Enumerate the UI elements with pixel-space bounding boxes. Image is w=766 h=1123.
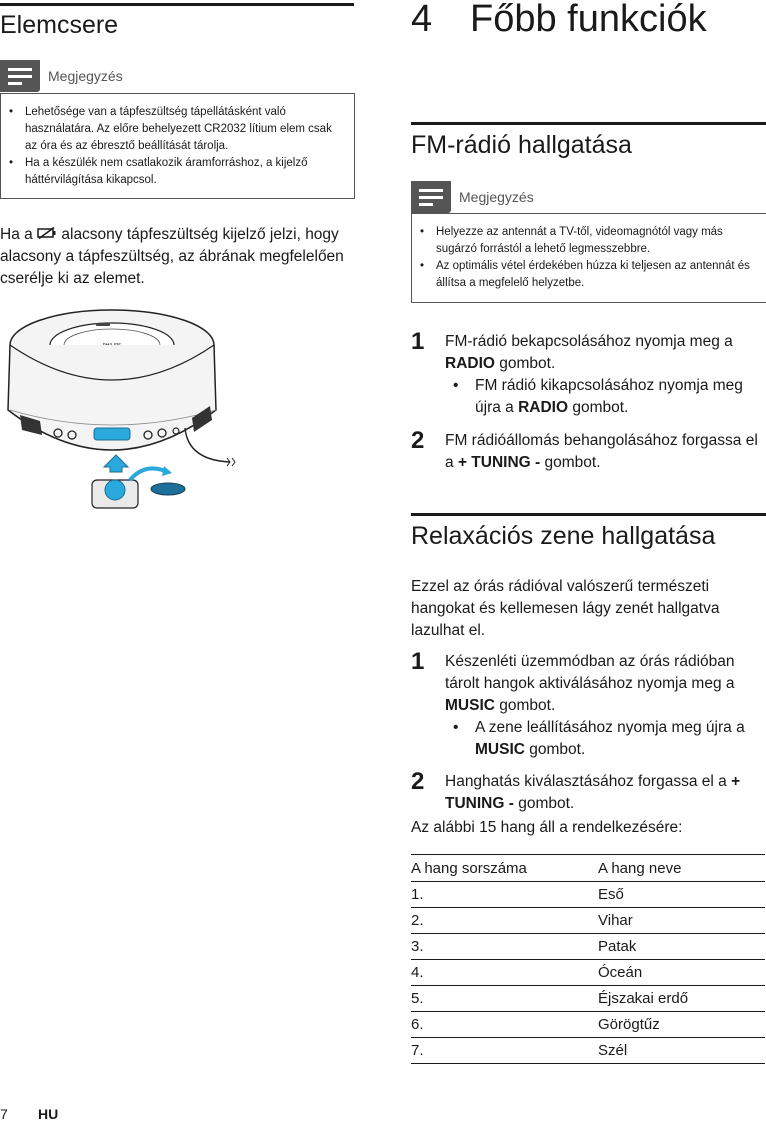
page-number: 7 — [0, 1106, 8, 1122]
section-title-elemcsere: Elemcsere — [0, 11, 119, 39]
sound-number: 7. — [411, 1038, 598, 1064]
sound-number: 1. — [411, 882, 598, 908]
sound-number: 2. — [411, 908, 598, 934]
note-item: • Helyezze az antennát a TV-től, videomagnótól vagy más sugárzó forrástól a lehető legmesszebbre. — [412, 224, 756, 258]
low-battery-icon — [37, 226, 57, 240]
section-rule — [411, 122, 766, 125]
table-row — [411, 934, 765, 960]
tuning-key: + TUNING - — [457, 454, 541, 471]
battery-instructions: Ha a alacsony tápfeszültség kijelző jelzi, hogy alacsony a tápfeszültség, az ábrának megfelelően cserélje ki az elemet. — [0, 226, 344, 287]
table-header-row — [411, 856, 765, 882]
step-number: 1 — [411, 328, 425, 355]
column-header: A hang neve — [598, 856, 765, 882]
chapter-number: 4 — [411, 0, 433, 40]
music-key: MUSIC — [445, 697, 495, 714]
section-title-relaxation: Relaxációs zene hallgatása — [411, 522, 716, 550]
sound-table — [411, 856, 765, 1064]
step-number: 2 — [411, 427, 425, 454]
table-row — [411, 1038, 765, 1064]
column-header: A hang sorszáma — [411, 856, 598, 882]
note-label: Megjegyzés — [48, 68, 123, 84]
sound-name: Óceán — [598, 960, 765, 986]
note-item: • Ha a készülék nem csatlakozik áramforráshoz, a kijelző háttérvilágítása kikapcsol. — [1, 155, 344, 189]
chapter-title: Főbb funkciók — [470, 0, 707, 40]
note-box — [0, 93, 355, 199]
language-code: HU — [38, 1106, 59, 1122]
table-top-rule — [411, 854, 765, 855]
section-rule — [0, 3, 354, 6]
device-battery-illustration — [0, 300, 250, 520]
note-label: Megjegyzés — [459, 189, 534, 205]
fm-step-1: 1 FM-rádió bekapcsolásához nyomja meg a RADIO gombot. • FM rádió kikapcsolásához nyomja meg újra a RADIO gombot. — [411, 331, 761, 419]
sound-number: 5. — [411, 986, 598, 1012]
radio-key: RADIO — [518, 399, 569, 416]
table-row — [411, 960, 765, 986]
note-icon — [0, 60, 40, 92]
fm-step-1-sub: • FM rádió kikapcsolásához nyomja meg újra a RADIO gombot. — [445, 375, 761, 419]
note-box — [411, 213, 766, 303]
note-header — [0, 60, 123, 92]
sound-name: Vihar — [598, 908, 765, 934]
sound-number: 6. — [411, 1012, 598, 1038]
sound-name: Görögtűz — [598, 1012, 765, 1038]
tuning-key: + TUNING - — [445, 773, 741, 812]
note-item: • Lehetősége van a tápfeszültség tápellátásként való használatára. Az előre behelyezett CR2032 lítium elem csak az óra és az ébresztő beállítását tárolja. — [1, 104, 344, 155]
music-key: MUSIC — [475, 741, 525, 758]
sound-name: Éjszakai erdő — [598, 986, 765, 1012]
section-title-fm-radio: FM-rádió hallgatása — [411, 131, 632, 159]
note-item: • Az optimális vétel érdekében húzza ki teljesen az antennát és állítsa a megfelelő helyzetbe. — [412, 258, 756, 292]
radio-key: RADIO — [445, 355, 495, 372]
step-number: 2 — [411, 768, 425, 795]
relax-step-1: 1 Készenléti üzemmódban az órás rádióban tárolt hangok aktiválásához nyomja meg a MUSIC gombot. • A zene leállításához nyomja meg újra a MUSIC gombot. — [411, 651, 763, 761]
sound-list-intro: Az alábbi 15 hang áll a rendelkezésére: — [411, 819, 683, 836]
sound-name: Szél — [598, 1038, 765, 1064]
table-row — [411, 1012, 765, 1038]
table-row — [411, 908, 765, 934]
sound-name: Patak — [598, 934, 765, 960]
relax-intro: Ezzel az órás rádióval valószerű természeti hangokat és kellemesen lágy zenét hallgatva lazulhat el. — [411, 578, 720, 639]
table-row — [411, 986, 765, 1012]
table-row — [411, 882, 765, 908]
fm-step-2: 2 FM rádióállomás behangolásához forgassa el a + TUNING - gombot. — [411, 430, 761, 474]
relax-step-1-sub: • A zene leállításához nyomja meg újra a MUSIC gombot. — [445, 717, 763, 761]
note-icon — [411, 181, 451, 213]
relax-step-2: 2 Hanghatás kiválasztásához forgassa el a + TUNING - gombot. — [411, 771, 763, 815]
step-number: 1 — [411, 648, 425, 675]
sound-number: 3. — [411, 934, 598, 960]
sound-number: 4. — [411, 960, 598, 986]
note-header — [411, 181, 534, 213]
sound-name: Eső — [598, 882, 765, 908]
section-rule — [411, 513, 766, 516]
